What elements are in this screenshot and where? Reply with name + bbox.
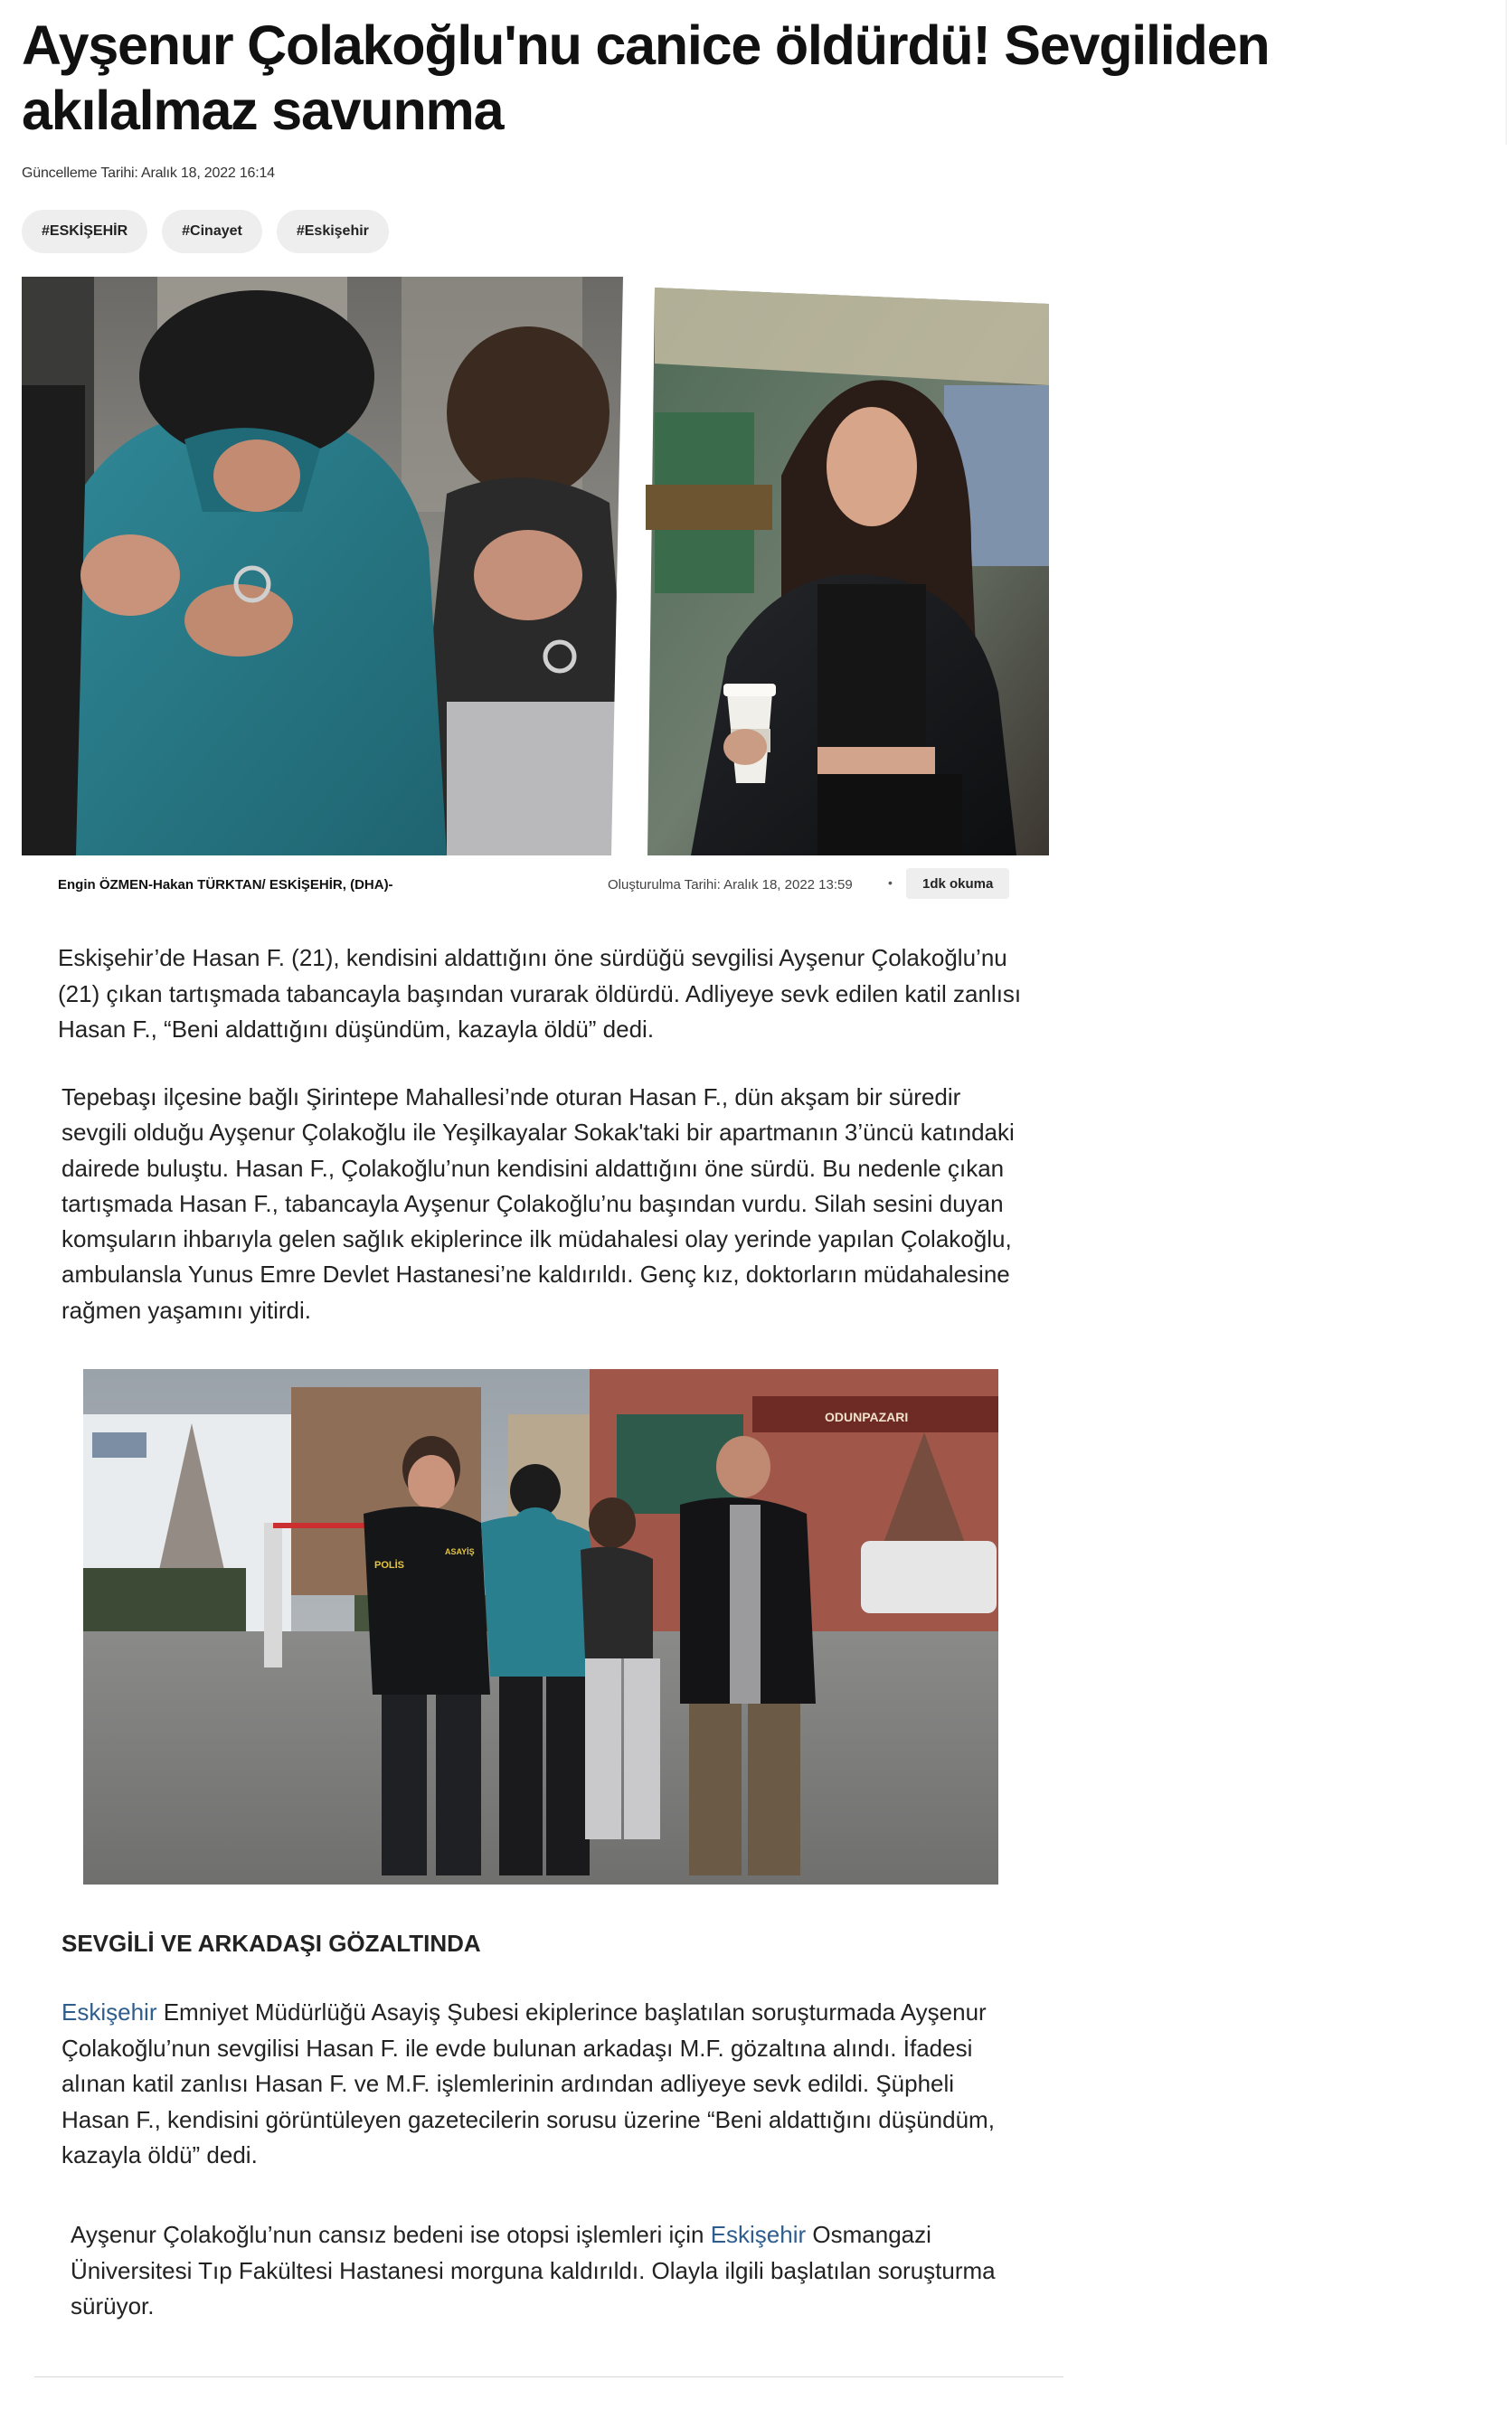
author-byline: Engin ÖZMEN-Hakan TÜRKTAN/ ESKİŞEHİR, (DHA)- [58, 877, 393, 893]
paragraph-2-text: Emniyet Müdürlüğü Asayiş Şubesi ekiplerince başlatılan soruşturmada Ayşenur Çolakoğlu’nun sevgilisi Hasan F. ile evde bulunan arkadaşı M.F. gözaltına alındı. İfadesi alınan katil zanlısı Hasan F. ve M.F. işlemlerinin ardından adliyeye sevk edildi. Şüpheli Hasan F., kendisini görüntüleyen gazetecilerin sorusu üzerine “Beni aldattığını düşündüm, kazayla öldü” dedi. [61, 1998, 995, 2168]
article-end-divider [34, 2376, 1063, 2377]
article-inline-image [83, 1369, 998, 1885]
tag-eskisehir-upper[interactable]: #ESKİŞEHİR [22, 210, 147, 253]
paragraph-3-text-start: Ayşenur Çolakoğlu’nun cansız bedeni ise otopsi işlemleri için [71, 2221, 711, 2248]
paragraph-3-text-end: Osmangazi Üniversitesi Tıp Fakültesi Hastanesi morguna kaldırıldı. Olayla ilgili başlatılan soruşturma sürüyor. [71, 2221, 996, 2319]
created-date: Oluşturulma Tarihi: Aralık 18, 2022 13:59 [608, 877, 853, 893]
article-lead: Eskişehir’de Hasan F. (21), kendisini aldattığını öne sürdüğü sevgilisi Ayşenur Çolakoğlu’nu (21) çıkan tartışmada tabancayla başından vurarak öldürdü. Adliyeye sevk edilen katil zanlısı Hasan F., “Beni aldattığını düşündüm, kazayla öldü” dedi. [58, 944, 1022, 1043]
eskisehir-link-1[interactable]: Eskişehir [61, 1998, 157, 2026]
article-meta [22, 864, 1049, 904]
tag-list [22, 210, 389, 253]
tag-cinayet[interactable]: #Cinayet [162, 210, 262, 253]
section-heading: SEVGİLİ VE ARKADAŞI GÖZALTINDA [61, 1930, 481, 1957]
updated-date: Güncelleme Tarihi: Aralık 18, 2022 16:14 [22, 165, 275, 181]
article-paragraph-3 [71, 2217, 1029, 2325]
article-paragraph-2 [61, 1995, 1020, 2174]
meta-separator: • [888, 875, 893, 890]
police-vest-label: POLİS [374, 1560, 405, 1571]
shop-sign: ODUNPAZARI [825, 1410, 909, 1424]
read-time-badge: 1dk okuma [906, 868, 1009, 899]
article-title: Ayşenur Çolakoğlu'nu canice öldürdü! Sevgiliden akılalmaz savunma [22, 14, 1270, 141]
eskisehir-link-2[interactable]: Eskişehir [710, 2221, 807, 2248]
hero-image [22, 277, 1049, 855]
scrollbar-track[interactable] [1506, 0, 1512, 145]
article-paragraph-1: Tepebaşı ilçesine bağlı Şirintepe Mahallesi’nde oturan Hasan F., dün akşam bir süredir sevgili olduğu Ayşenur Çolakoğlu ile Yeşilkayalar Sokak'taki bir apartmanın 3’üncü katındaki dairede buluştu. Hasan F., Çolakoğlu’nun kendisini aldattığını öne sürdü. Bu nedenle çıkan tartışmada Hasan F., tabancayla Ayşenur Çolakoğlu’nu başından vurdu. Silah sesini duyan komşuların ihbarıyla gelen sağlık ekiplerince ilk müdahalesi olay yerinde yapılan Çolakoğlu, ambulansla Yunus Emre Devlet Hastanesi’ne kaldırıldı. Genç kız, doktorların müdahalesine rağmen yaşamını yitirdi. [61, 1083, 1015, 1324]
asayis-vest-label: ASAYİŞ [445, 1547, 475, 1556]
tag-eskisehir[interactable]: #Eskişehir [277, 210, 389, 253]
